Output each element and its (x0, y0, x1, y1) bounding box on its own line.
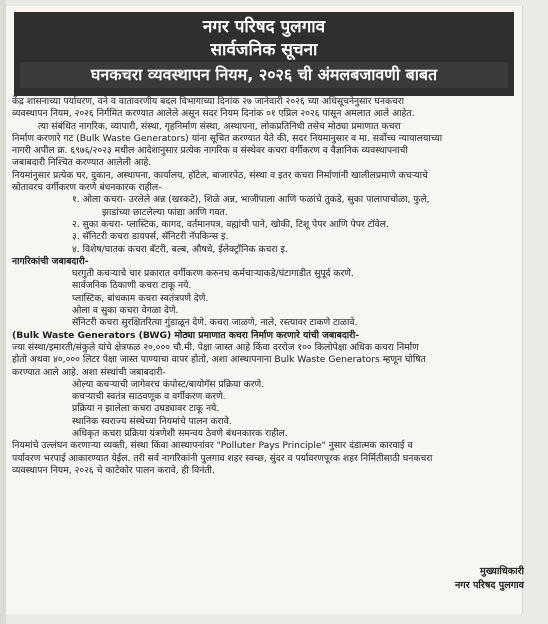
bwg-intro-line: होतो अथवा ४०,००० लिटर पेक्षा जास्त पाण्याचा वापर होतो, अशा आस्थापनाना Bulk Waste Generators म्हणून घोषित (12, 354, 426, 366)
category-item: २. सुका कचरा- प्लास्टिक, कागद, वर्तमानपत्र, वह्यांची पाने, खोकी, टिशू पेपर आणि पेपर टॉवेल. (72, 218, 389, 230)
intro-line: स्रोतावरच वर्गीकरण करणे बंधनकारक राहील- (12, 182, 162, 194)
notice-header (14, 12, 514, 96)
category-item: ३. सॅनिटरी कचरा डायपर्स, सॅनिटरी नॅपकिन्स इ. (72, 231, 229, 243)
bwg-duty: अधिकृत कचरा प्रक्रिया यंत्रणेशी समन्वय ठेवणे बंधनकारक राहील. (72, 428, 288, 440)
citizen-duty: सार्वजनिक ठिकाणी कचरा टाकू नये. (72, 280, 192, 292)
intro-line: केंद्र शासनाच्या पर्यावरण, वने व वातावरणीय बदल विभागाच्या दिनांक २७ जानेवारी २०२६ च्या अधिसूचनेनुसार घनकचरा (12, 96, 404, 107)
category-item: १. ओला कचरा- उरलेले अन्न (खरकटे), शिळे अन्न, भाजीपाला आणि फळांचे तुकडे, सुका पालापाचोळा, फुले, (72, 194, 430, 206)
closing-line: नियमांचे उल्लंघन करणाऱ्या व्यक्ती, संस्था किंवा आस्थापनांवर "Polluter Pays Principle" नुसार दंडात्मक कारवाई व (12, 440, 413, 452)
bwg-duty: प्रक्रिया न झालेला कचरा उघड्यावर टाकू नये. (72, 403, 220, 415)
closing-line: व्यवस्थापन नियम, २०२६ चे काटेकोर पालन करावे, ही विनंती. (12, 464, 215, 476)
intro-line: जबाबदारी निश्चित करण्यात आलेली आहे. (12, 157, 152, 169)
closing-line: पर्यावरण भरपाई आकारण्यात येईल. तरी सर्व नागरिकांनी पुलगाव शहर स्वच्छ, सुंदर व पर्यावरणपूरक शहर निर्मितीसाठी घनकचरा (12, 452, 433, 464)
citizen-duty: ओला व सुका कचरा वेगळा देणे. (72, 305, 179, 317)
intro-line: निर्माण करणारे गट (Bulk Waste Generators) यांना सूचित करण्यात येते की, सदर नियमानुसार व मा. सर्वोच्च न्यायालयाच्या (12, 132, 443, 144)
intro-line: नियमांनुसार प्रत्येक घर, दुकान, अस्थापना, कार्यालय, हॉटेल, बाजारपेठ, संस्था व इतर कचरा निर्माणांनी खालीलप्रमाणे कचऱ्याचे (12, 169, 428, 181)
bwg-duty: ओल्या कचऱ्याची जागेवरच कंपोस्ट/बायोगॅस प्रक्रिया करणे. (72, 378, 265, 390)
category-item: झाडांच्या छाटलेल्या फांद्या आणि गवत. (102, 206, 228, 218)
signature-block (455, 565, 524, 593)
signatory-title: मुख्याधिकारी (479, 566, 524, 577)
bwg-intro-line: ज्या संस्था/इमारती/संकुले यांचे क्षेत्रफळ २०,००० चौ.मी. पेक्षा जास्त आहे किंवा दररोज १०० किलोपेक्षा अधिक कचरा निर्माण (12, 341, 419, 353)
category-item: ४. विशेष/घातक कचरा बॅटरी, बल्ब, औषधे, ईलेक्ट्रॉनिक कचरा इ. (72, 243, 288, 255)
intro-line: त्या संबंधित नागरिक, व्यापारी, संस्था, गृहनिर्माण संस्था, अस्थापना, लोकप्रतिनिधी तसेच मोठ्या प्रमाणात कचरा (38, 120, 401, 132)
intro-line: नागरी अपील क्र. ६९७६/२०२३ मधील आदेशानुसार प्रत्येक नागरिक व संस्थेवर कचरा वर्गीकरण व वैज्ञानिक व्यवस्थापनाची (12, 145, 408, 157)
notice-body (12, 96, 508, 477)
citizen-duty: प्लास्टिक, बांधकाम कचरा स्वतंत्रपणे देणे. (72, 292, 209, 304)
bwg-intro-line: करण्यात आले आहे. अशा संस्थांची जबाबदारी- (12, 366, 166, 378)
citizen-duty: घरगुती कचऱ्याचे चार प्रकारात वर्गीकरण करुनच कर्मचाऱ्याकडे/घंटागाडीत सुपूर्द करणे. (72, 268, 354, 280)
bwg-heading: (Bulk Waste Generators (BWG) मोठ्या प्रमाणात कचरा निर्माण करणारे यांची जबाबदारी- (12, 329, 360, 341)
citizens-heading: नागरिकांची जबाबदारी- (12, 255, 89, 267)
bwg-duty: स्थानिक स्वराज्य संस्थेच्या नियमांचे पालन करावे. (72, 415, 232, 427)
bwg-duty: कचऱ्याची स्वतंत्र साठवणूक व वर्गीकरण करणे. (72, 391, 226, 403)
intro-line: व्यवस्थापन नियम, २०२६ निर्गमित करण्यात आलेले असून सदर नियम दिनांक ०१ एप्रिल २०२६ पासून अमलात आले आहेत. (12, 108, 415, 120)
notice-subject: घनकचरा व्यवस्थापन नियम, २०२६ ची अंमलबजावणी बाबत (20, 62, 508, 88)
notice-type: सार्वजनिक सूचना (210, 40, 318, 60)
council-name: नगर परिषद पुलगाव (202, 17, 326, 37)
citizen-duty: सॅनिटरी कचरा सुरक्षितरित्या गुंडाळून देणे. कचरा जाळणे, नाले, रस्त्यावर टाकणे टाळावे. (72, 317, 358, 329)
signatory-office: नगर परिषद पुलगाव (454, 580, 524, 591)
